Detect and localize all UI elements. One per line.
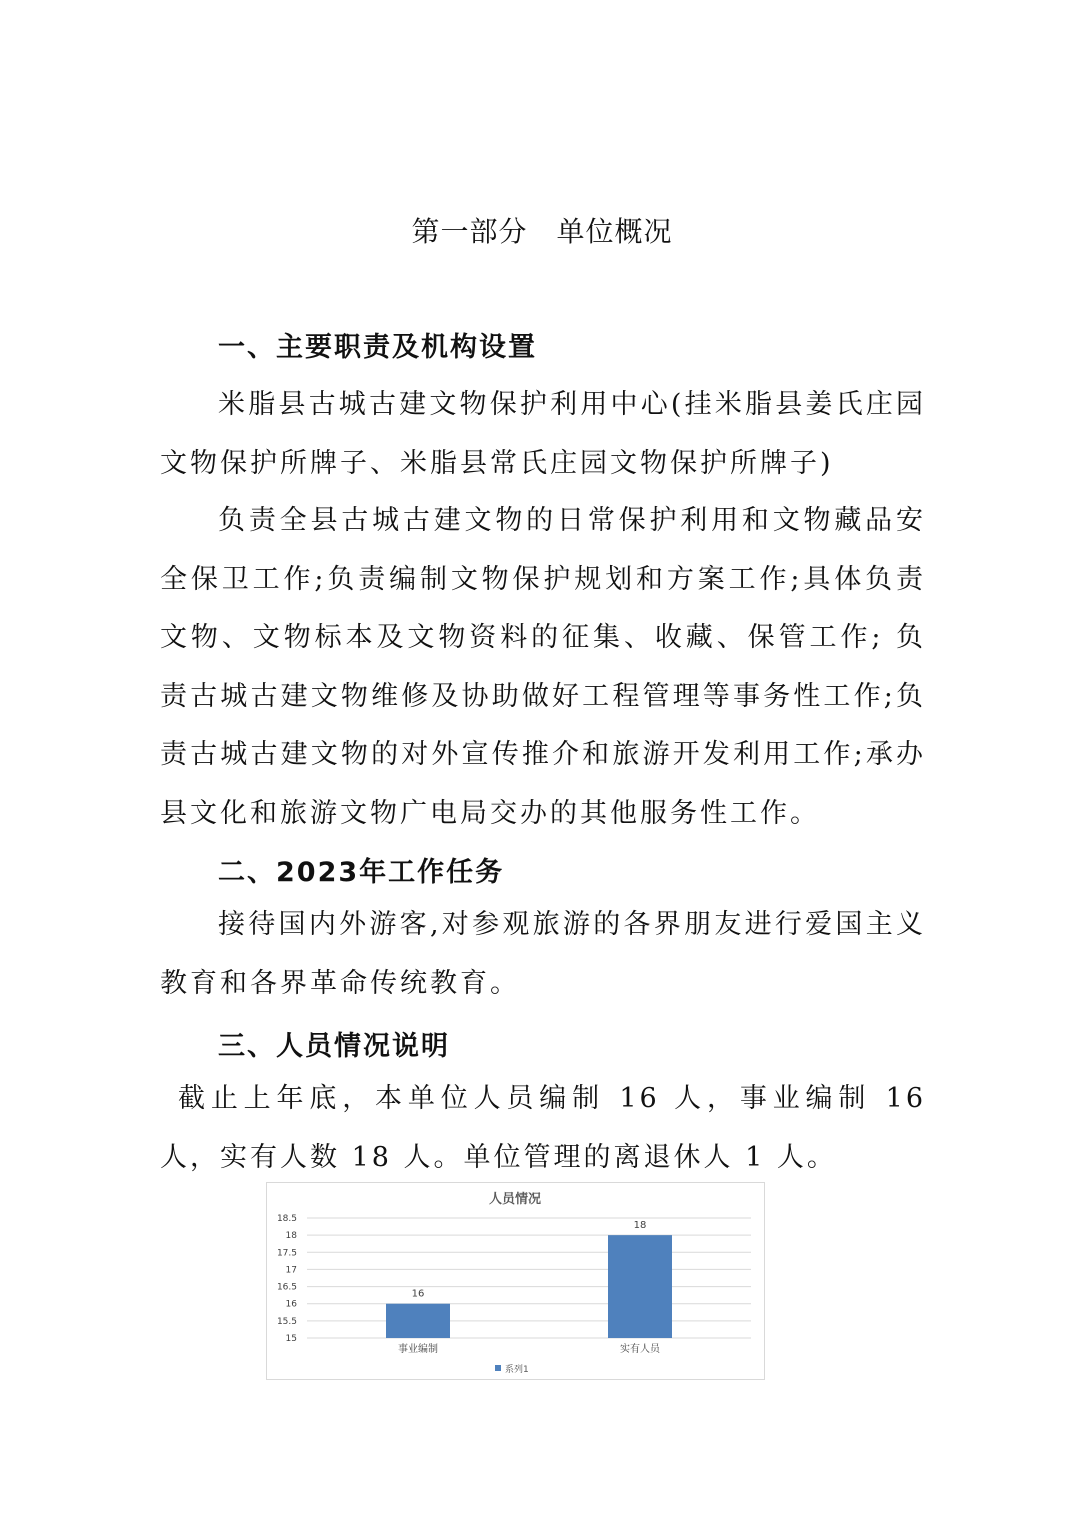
chart-title: 人员情况 [488, 1192, 542, 1207]
section-heading-duties: 一、主要职责及机构设置 [218, 332, 537, 363]
chart-y-axis [277, 1214, 297, 1344]
legend-swatch [495, 1365, 501, 1371]
bar-data-label: 18 [633, 1220, 647, 1232]
y-tick-label: 15 [285, 1334, 297, 1344]
bar-2 [608, 1235, 672, 1338]
section-heading-staff: 三、人员情况说明 [218, 1031, 450, 1062]
y-tick-label: 16.5 [276, 1282, 297, 1293]
paragraph-tasks: 接待国内外游客,对参观旅游的各界朋友进行爱国主义教育和各界革命传统教育。 [160, 909, 926, 999]
bar-data-label: 16 [411, 1288, 425, 1300]
paragraph-staff: 截止上年底，本单位人员编制 16 人，事业编制 16 人，实有人数 18 人。单位管理的离退休人 1 人。 [160, 1083, 926, 1173]
chart-gridlines [307, 1218, 751, 1338]
y-tick-label: 16 [285, 1299, 297, 1310]
y-tick-label: 18 [285, 1231, 297, 1242]
chart-bars [386, 1220, 672, 1338]
x-category-label: 实有人员 [620, 1344, 660, 1355]
paragraph-duties: 负责全县古城古建文物的日常保护利用和文物藏品安全保卫工作;负责编制文物保护规划和方案工作;具体负责文物、文物标本及文物资料的征集、收藏、保管工作; 负责古城古建文物维修及协助做好工程管理等事务性工作;负责古城古建文物的对外宣传推介和旅游开发利用工作;承办县文化和旅游文物广电局交办的其他服务性工作。 [160, 505, 926, 829]
y-tick-label: 15.5 [276, 1316, 297, 1327]
chart-x-axis [398, 1342, 661, 1355]
bar-1 [386, 1304, 450, 1338]
y-tick-label: 17 [285, 1265, 297, 1276]
chart-legend [495, 1363, 529, 1375]
paragraph-unit-name: 米脂县古城古建文物保护利用中心(挂米脂县姜氏庄园文物保护所牌子、米脂县常氏庄园文物保护所牌子) [160, 389, 926, 479]
staff-chart [266, 1182, 765, 1380]
y-tick-label: 18.5 [276, 1214, 297, 1224]
legend-label: 系列1 [505, 1365, 529, 1375]
x-category-label: 事业编制 [398, 1344, 438, 1355]
y-tick-label: 17.5 [276, 1248, 297, 1259]
section-heading-tasks: 二、2023年工作任务 [218, 857, 505, 888]
page-title: 第一部分 单位概况 [411, 215, 673, 248]
staff-chart-svg [267, 1183, 764, 1379]
